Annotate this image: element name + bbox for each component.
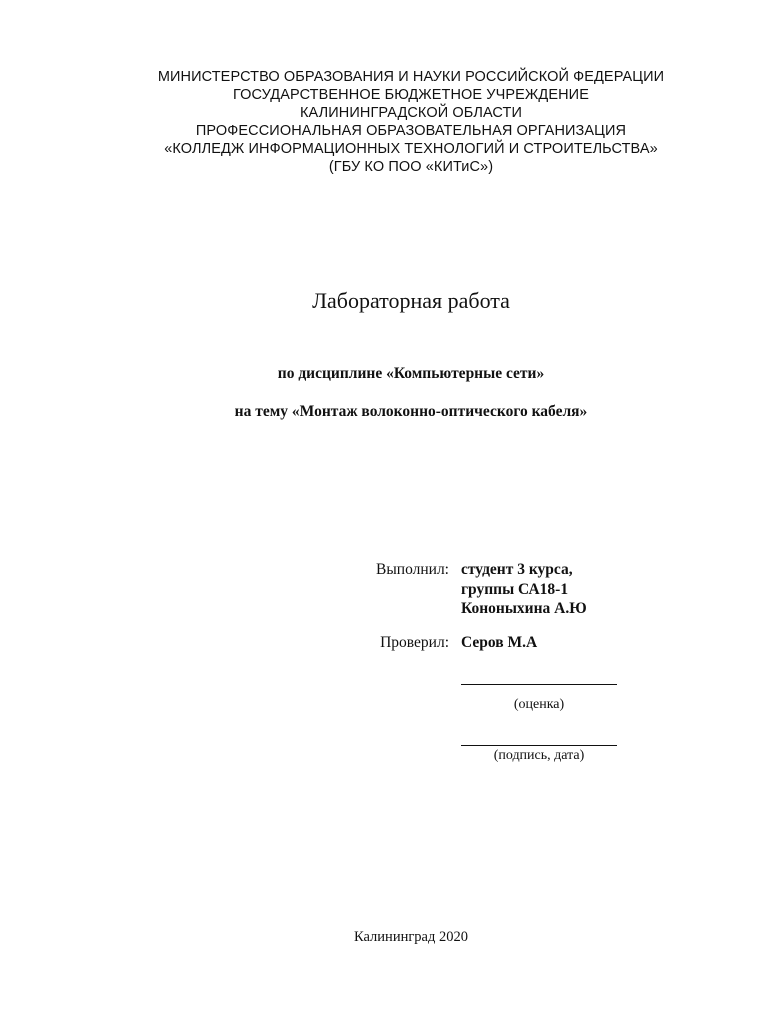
performed-by-name: Кононыхина А.Ю [461, 600, 587, 617]
header-line-organization-type: ПРОФЕССИОНАЛЬНАЯ ОБРАЗОВАТЕЛЬНАЯ ОРГАНИЗАЦИЯ [195, 123, 627, 139]
city-year-footer: Калининград 2020 [354, 929, 468, 945]
checked-by-name: Серов М.А [461, 634, 538, 651]
signature-date-caption: (подпись, дата) [493, 748, 585, 763]
header-line-region: КАЛИНИНГРАДСКОЙ ОБЛАСТИ [300, 105, 522, 121]
checked-by-label: Проверил: [380, 634, 449, 651]
header-line-ministry: МИНИСТЕРСТВО ОБРАЗОВАНИЯ И НАУКИ РОССИЙСКОЙ ФЕДЕРАЦИИ [157, 69, 665, 85]
ministry-header [0, 68, 768, 176]
discipline-line: по дисциплине «Компьютерные сети» [277, 365, 545, 382]
performed-by-label: Выполнил: [376, 561, 449, 578]
performed-by-group: группы СА18-1 [461, 581, 569, 598]
document-title: Лабораторная работа [312, 288, 510, 313]
header-line-college-name: «КОЛЛЕДЖ ИНФОРМАЦИОННЫХ ТЕХНОЛОГИЙ И СТРОИТЕЛЬСТВА» [164, 141, 658, 157]
header-line-institution-type: ГОСУДАРСТВЕННОЕ БЮДЖЕТНОЕ УЧРЕЖДЕНИЕ [233, 87, 589, 103]
grade-caption: (оценка) [513, 697, 565, 712]
header-line-college-abbr: (ГБУ КО ПОО «КИТиС») [328, 159, 494, 175]
topic-line: на тему «Монтаж волоконно-оптического кабеля» [234, 403, 588, 420]
grade-blank-line [461, 684, 617, 685]
performed-by-student-year: студент 3 курса, [461, 561, 573, 578]
signature-date-blank-line [461, 745, 617, 746]
